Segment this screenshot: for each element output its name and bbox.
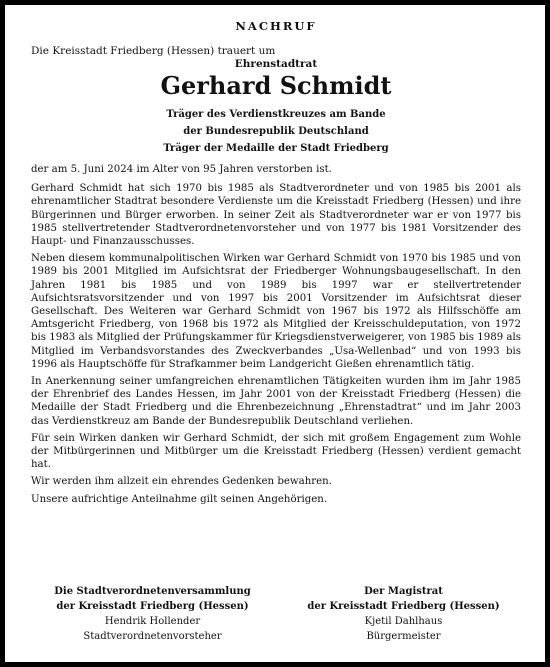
signature-person: Kjetil Dahlhaus	[364, 616, 443, 627]
intro-line: Die Kreisstadt Friedberg (Hessen) trauert um	[31, 45, 276, 57]
signature-org-line: Der Magistrat	[364, 586, 443, 597]
honor-title: Ehrenstadtrat	[234, 58, 318, 70]
signature-person: Hendrik Hollender	[104, 616, 201, 627]
signature-org-line: der Kreisstadt Friedberg (Hessen)	[307, 601, 500, 612]
body-paragraph: Wir werden ihm allzeit ein ehrendes Gedenken bewahren.	[31, 476, 332, 488]
body-paragraph: Gerhard Schmidt hat sich 1970 bis 1985 als Stadtverordneter und von 1985 bis 2001 als ehrenamtlicher Stadtrat besondere Verdienste um die Kreisstadt Friedberg (Hessen) und ihre Bürgerinnen und Bürger erworben. In seiner Zeit als Stadtverordneter war er von 1977 bis 1985 stellvertretender Stadtverordnetenvorsteher und von 1977 bis 1981 Vorsitzender des Haupt- und Finanzausschusses.	[31, 183, 521, 248]
distinction-line: Träger des Verdienstkreuzes am Bande	[166, 109, 386, 120]
signature-role: Stadtverordnetenvorsteher	[83, 631, 222, 642]
distinctions	[31, 106, 521, 157]
signature-org-line: Die Stadtverordnetenversammlung	[54, 586, 251, 597]
body-paragraph: Für sein Wirken danken wir Gerhard Schmidt, der sich mit großem Engagement zum Wohle der Mitbürgerinnen und Mitbürger um die Kreisstadt Friedberg (Hessen) verdient gemacht hat.	[31, 432, 521, 471]
signature-role: Bürgermeister	[366, 631, 441, 642]
body-paragraph: Neben diesem kommunalpolitischen Wirken war Gerhard Schmidt von 1970 bis 1985 und von 1989 bis 2001 Mitglied im Aufsichtsrat der Friedberger Wohnungsbaugesellschaft. In den Jahren 1981 bis 1985 und von 1989 bis 1997 war er stellvertretender Aufsichtsratsvorsitzender und von 1997 bis 2001 Vorsitzender im Aufsichtsrat dieser Gesellschaft. Des Weiteren war Gerhard Schmidt von 1967 bis 1972 als Hilfsschöffe am Amtsgericht Friedberg, von 1968 bis 1972 als Mitglied der Kreisschuldeputation, von 1972 bis 1983 als Mitglied der Prüfungskammer für Kriegsdienstverweigerer, von 1985 bis 1989 als Mitglied im Verbandsvorstandes des Zweckverbandes „Usa-Wellenbad“ und von 1993 bis 1996 als Hauptschöffe für Strafkammer beim Landgericht Gießen ehrenamtlich tätig.	[31, 253, 521, 370]
signature-right	[286, 584, 521, 644]
distinction-line: der Bundesrepublik Deutschland	[183, 126, 369, 137]
deceased-name: Gerhard Schmidt	[160, 71, 392, 100]
death-note: der am 5. Juni 2024 im Alter von 95 Jahren verstorben ist.	[31, 164, 332, 175]
signature-left	[35, 584, 270, 644]
notice-body	[31, 163, 521, 506]
notice-heading: NACHRUF	[235, 19, 317, 33]
signature-org-line: der Kreisstadt Friedberg (Hessen)	[56, 601, 249, 612]
body-paragraph: Unsere aufrichtige Anteilnahme gilt seinen Angehörigen.	[31, 493, 328, 505]
distinction-line: Träger der Medaille der Stadt Friedberg	[163, 143, 389, 154]
signature-block	[31, 584, 521, 644]
body-paragraph: In Anerkennung seiner umfangreichen ehrenamtlichen Tätigkeiten wurden ihm im Jahr 1985 der Ehrenbrief des Landes Hessen, im Jahr 2001 von der Kreisstadt Friedberg (Hessen) die Medaille der Stadt Friedberg und die Ehrenbezeichnung „Ehrenstadtrat“ und im Jahr 2003 das Verdienstkreuz am Bande der Bundesrepublik Deutschland verliehen.	[31, 376, 521, 427]
